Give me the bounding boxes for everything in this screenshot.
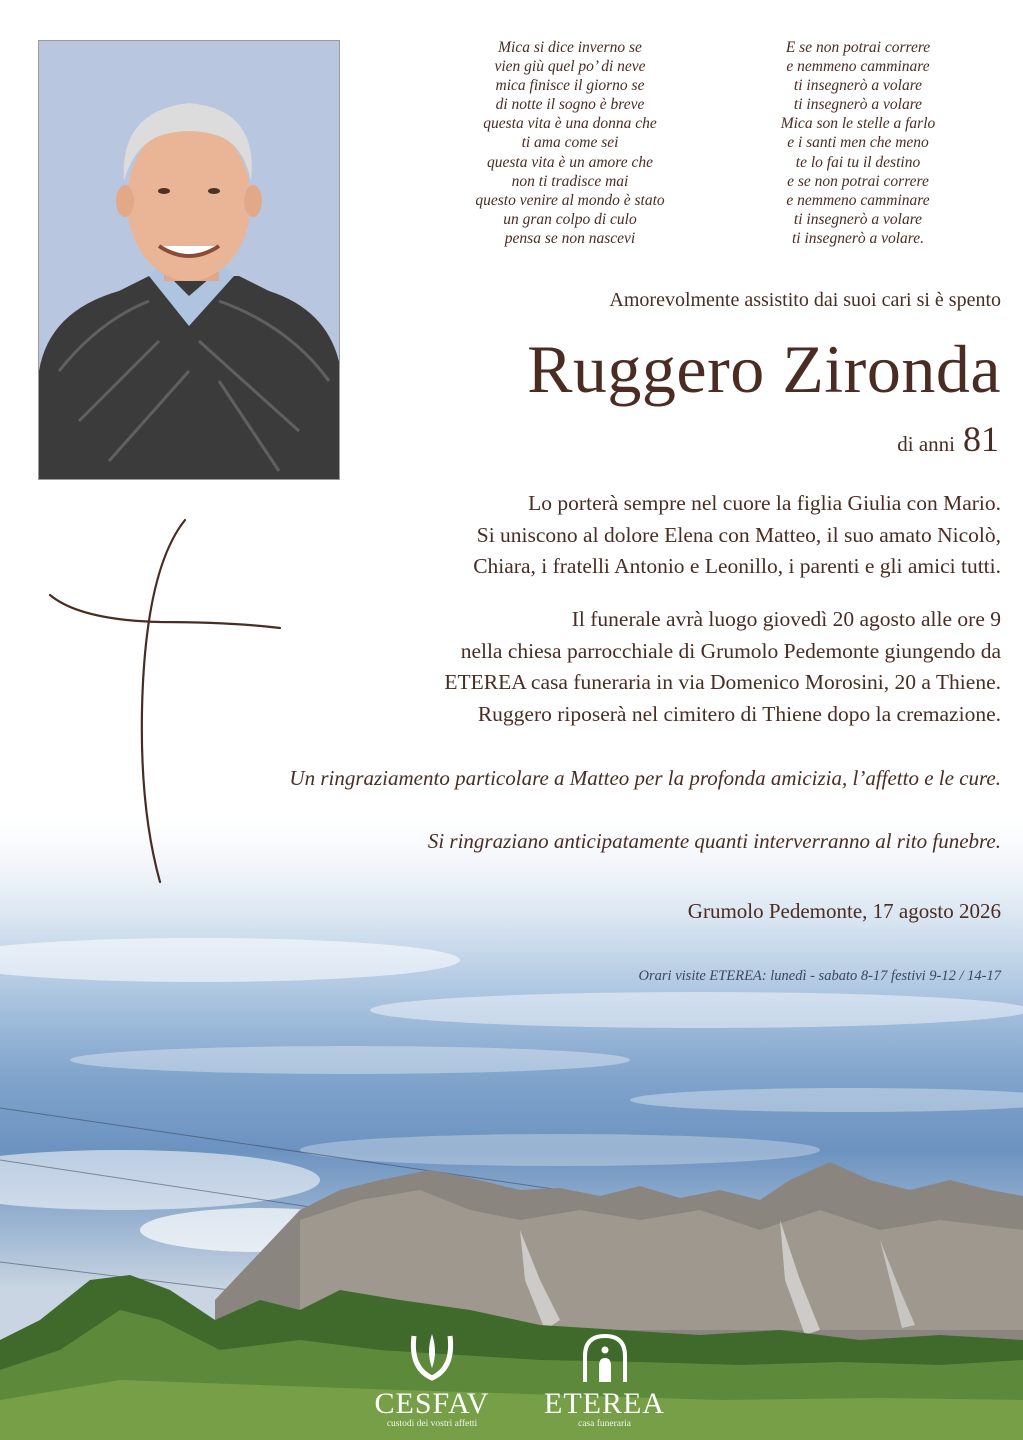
poem-line: ti insegnerò a volare <box>793 96 923 114</box>
cesfav-logo <box>362 1332 502 1430</box>
poem-line: e nemmeno camminare <box>786 191 930 209</box>
general-thanks: Si ringraziano anticipatamente quanti interverranno al rito funebre. <box>427 829 1001 853</box>
cesfav-tagline: custodi dei vostri affetti <box>386 1419 478 1429</box>
cesfav-emblem-icon <box>402 1332 462 1384</box>
poem-line: e se non potrai correre <box>787 172 929 190</box>
family-line: Lo porterà sempre nel cuore la figlia Giulia con Mario. <box>528 491 1001 515</box>
poem-line: pensa se non nascevi <box>504 229 636 247</box>
eterea-name: ETEREA <box>544 1387 665 1420</box>
cesfav-name: CESFAV <box>374 1387 490 1420</box>
funeral-line: Ruggero riposerà nel cimitero di Thiene dopo la cremazione. <box>477 701 1001 726</box>
poem-line: Mica si dice inverno se <box>498 39 642 56</box>
poem-right-column <box>708 38 1008 248</box>
poem-line: ti insegnerò a volare. <box>791 229 924 247</box>
poem-line: Mica son le stelle a farlo <box>780 115 936 133</box>
poem-line: e i santi men che meno <box>787 134 929 152</box>
poem-line: ti insegnerò a volare <box>793 210 923 228</box>
intro-text: Amorevolmente assistito dai suoi cari si è spento <box>609 289 1001 311</box>
funeral-line: nella chiesa parrocchiale di Grumolo Pedemonte giungendo da <box>460 638 1001 663</box>
poem-line: E se non potrai correre <box>785 39 931 56</box>
poem-left-column <box>420 38 720 248</box>
funeral-line: ETEREA casa funeraria in via Domenico Morosini, 20 a Thiene. <box>444 670 1001 694</box>
eterea-tagline: casa funeraria <box>577 1419 631 1429</box>
funeral-paragraph <box>444 604 1001 730</box>
special-thanks: Un ringraziamento particolare a Matteo per la profonda amicizia, l’affetto e le cure. <box>289 766 1001 790</box>
poem-line: un gran colpo di culo <box>503 210 637 228</box>
poem-line: te lo fai tu il destino <box>795 153 921 171</box>
visiting-hours: Orari visite ETEREA: lunedì - sabato 8-17 festivi 9-12 / 14-17 <box>638 968 1001 984</box>
age-line <box>897 418 999 460</box>
poem-line: questo venire al mondo è stato <box>475 191 665 209</box>
poem-line: non ti tradisce mai <box>511 172 629 190</box>
poem-line: mica finisce il giorno se <box>495 77 645 95</box>
eterea-arch-icon <box>575 1332 635 1384</box>
age-label: di anni <box>897 432 955 456</box>
poem-line: ti ama come sei <box>521 134 619 152</box>
poem-line: vien giù quel po’ di neve <box>494 58 646 76</box>
place-date: Grumolo Pedemonte, 17 agosto 2026 <box>687 899 1001 923</box>
poem-line: questa vita è un amore che <box>486 153 653 171</box>
family-line: Si uniscono al dolore Elena con Matteo, il suo amato Nicolò, <box>476 522 1001 547</box>
cross-icon <box>40 510 290 890</box>
family-paragraph <box>473 488 1001 583</box>
family-line: Chiara, i fratelli Antonio e Leonillo, i parenti e gli amici tutti. <box>473 554 1001 578</box>
poem-line: questa vita è una donna che <box>483 115 657 133</box>
funeral-line: Il funerale avrà luogo giovedì 20 agosto alle ore 9 <box>571 607 1001 631</box>
mountain-landscape <box>0 1150 1023 1440</box>
poem-line: di notte il sogno è breve <box>495 96 645 114</box>
eterea-logo <box>532 1332 677 1430</box>
poem-line: ti insegnerò a volare <box>793 77 923 95</box>
age-value: 81 <box>963 419 999 459</box>
poem-line: e nemmeno camminare <box>786 58 930 76</box>
deceased-name: Ruggero Zironda <box>527 331 1001 407</box>
portrait-photo <box>38 40 340 480</box>
